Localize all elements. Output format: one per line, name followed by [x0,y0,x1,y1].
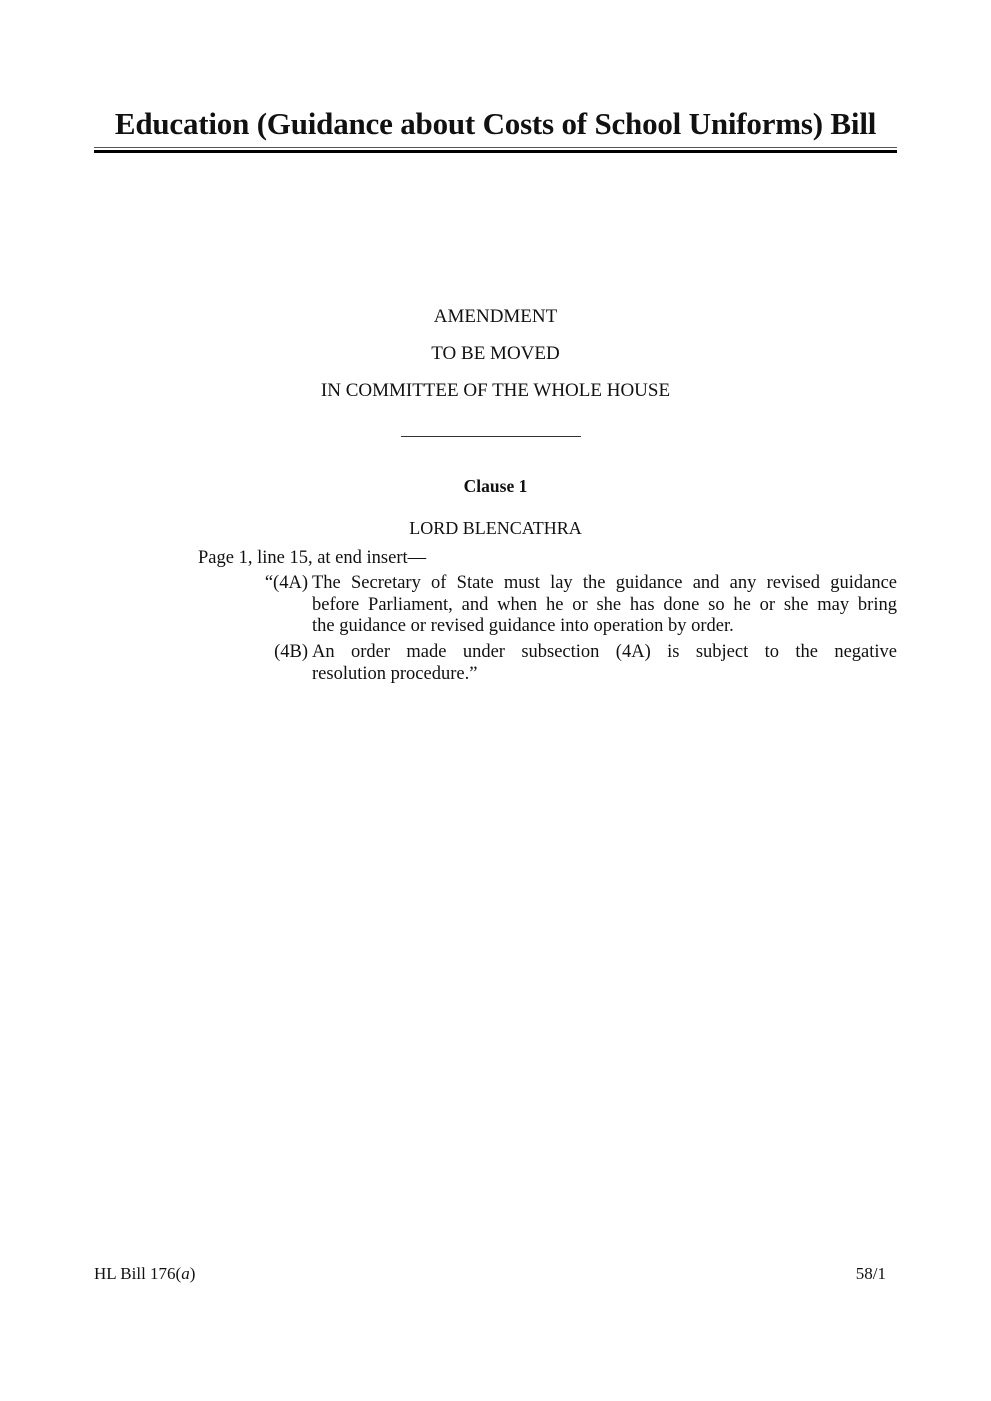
member-name: LORD BLENCATHRA [409,518,582,538]
subsection-line: the guidance or revised guidance into operation by order. [312,616,734,636]
clause-heading: Clause 1 [463,476,528,496]
subsection-4a [250,573,897,639]
subsection-line: An order made under subsection (4A) is subject to the negative [312,642,897,662]
heading-committee: IN COMMITTEE OF THE WHOLE HOUSE [320,380,671,401]
amendment-instruction: Page 1, line 15, at end insert— [198,548,427,568]
section-divider [401,436,581,437]
bill-reference-italic: a [181,1264,190,1283]
subsection-4b [250,642,897,686]
title-rule-thick [94,150,897,153]
page-reference: 58/1 [855,1264,886,1283]
heading-to-be-moved: TO BE MOVED [431,343,560,364]
bill-title: Education (Guidance about Costs of School Uniforms) Bill [114,106,877,141]
bill-reference-prefix: HL Bill 176( [94,1264,182,1283]
title-rule-thin [94,147,897,148]
bill-reference [94,1264,195,1284]
bill-reference-suffix: ) [189,1264,196,1283]
subsection-line: The Secretary of State must lay the guidance and any revised guidance [312,573,897,593]
heading-amendment: AMENDMENT [433,306,558,327]
subsection-number: (4B) [274,642,308,662]
subsection-number: “(4A) [264,573,308,593]
subsection-line: before Parliament, and when he or she has done so he or she may bring [312,594,897,615]
subsection-line: resolution procedure.” [312,663,478,684]
